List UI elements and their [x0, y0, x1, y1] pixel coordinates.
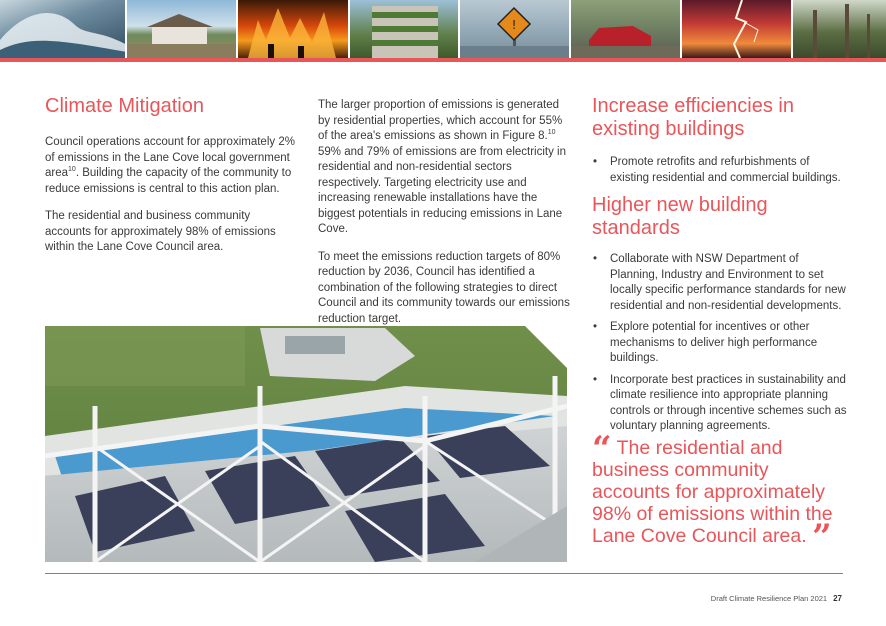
footer-rule: [45, 573, 843, 574]
banner-image-wave: [0, 0, 127, 58]
banner-image-flood-road-sign: [460, 0, 571, 58]
open-quote-icon: “: [592, 429, 612, 469]
column-left: [45, 95, 295, 268]
heading-climate-mitigation: Climate Mitigation: [45, 95, 204, 117]
rooftop-solar-photo: [45, 326, 567, 562]
banner-image-bushfire: [238, 0, 350, 58]
list-building-standards: [592, 252, 847, 435]
banner-image-green-building: [350, 0, 460, 58]
paragraph-residential-properties: [318, 98, 570, 238]
column-right: [592, 95, 847, 441]
paragraph-text: 59% and 79% of emissions are from electricity in residential and non-residential sectors respectively. Targeting electricity use and increasing renewable installations have the biggest potentials in reducing emissions in Lane Cove.: [318, 145, 566, 235]
paragraph-text: Council operations account for approximately 2% of emissions in the Lane Cove local government area: [45, 136, 295, 179]
banner-image-trees: [793, 0, 886, 58]
list-item: • Promote retrofits and refurbishments of existing residential and commercial buildings.: [592, 155, 847, 186]
footer-doc-title: Draft Climate Resilience Plan 2021: [710, 594, 828, 603]
footnote-ref: 10: [68, 166, 76, 174]
heading-increase-efficiencies: Increase efficiencies in existing buildings: [592, 95, 794, 140]
paragraph-text: The larger proportion of emissions is generated by residential properties, which account for 55% of the area's emissions as shown in Figure 8.: [318, 99, 563, 142]
page-number: 27: [833, 594, 842, 603]
svg-text:!: !: [511, 18, 517, 32]
close-quote-icon: ”: [812, 517, 832, 557]
column-middle: [318, 98, 570, 339]
banner-image-flooded-house: [127, 0, 238, 58]
paragraph-residential-business: The residential and business community accounts for approximately 98% of emissions within the Lane Cove Council area.: [45, 210, 276, 253]
paragraph-reduction-targets: To meet the emissions reduction targets of 80% reduction by 2036, Council has identified a combination of the following strategies to direct Council and its community towards our emissions reduction target.: [318, 250, 570, 325]
footnote-ref: 10: [547, 129, 556, 137]
list-item: • Collaborate with NSW Department of Planning, Industry and Environment to set locally specific performance standards for new residential and non-residential developments.: [592, 252, 847, 314]
pull-quote-text: The residential and business community accounts for approximately 98% of emissions within the Lane Cove Council area.: [592, 437, 833, 547]
paragraph-council-operations: [45, 135, 295, 197]
paragraph-text: . Building the capacity of the community to reduce emissions is central to this action plan.: [45, 167, 292, 195]
footer: [711, 594, 842, 603]
list-item: • Incorporate best practices in sustainability and climate resilience into appropriate planning controls or through incentive schemes such as voluntary planning agreements.: [592, 373, 847, 435]
banner-image-lightning: [682, 0, 793, 58]
list-item: • Explore potential for incentives or other mechanisms to deliver high performance buildings.: [592, 320, 847, 367]
list-efficiencies: [592, 155, 847, 186]
banner-accent-rule: [0, 58, 886, 62]
pull-quote: [592, 429, 852, 557]
heading-higher-standards: Higher new building standards: [592, 194, 768, 239]
banner-photo-strip: [0, 0, 886, 58]
banner-image-flooded-car: [571, 0, 682, 58]
